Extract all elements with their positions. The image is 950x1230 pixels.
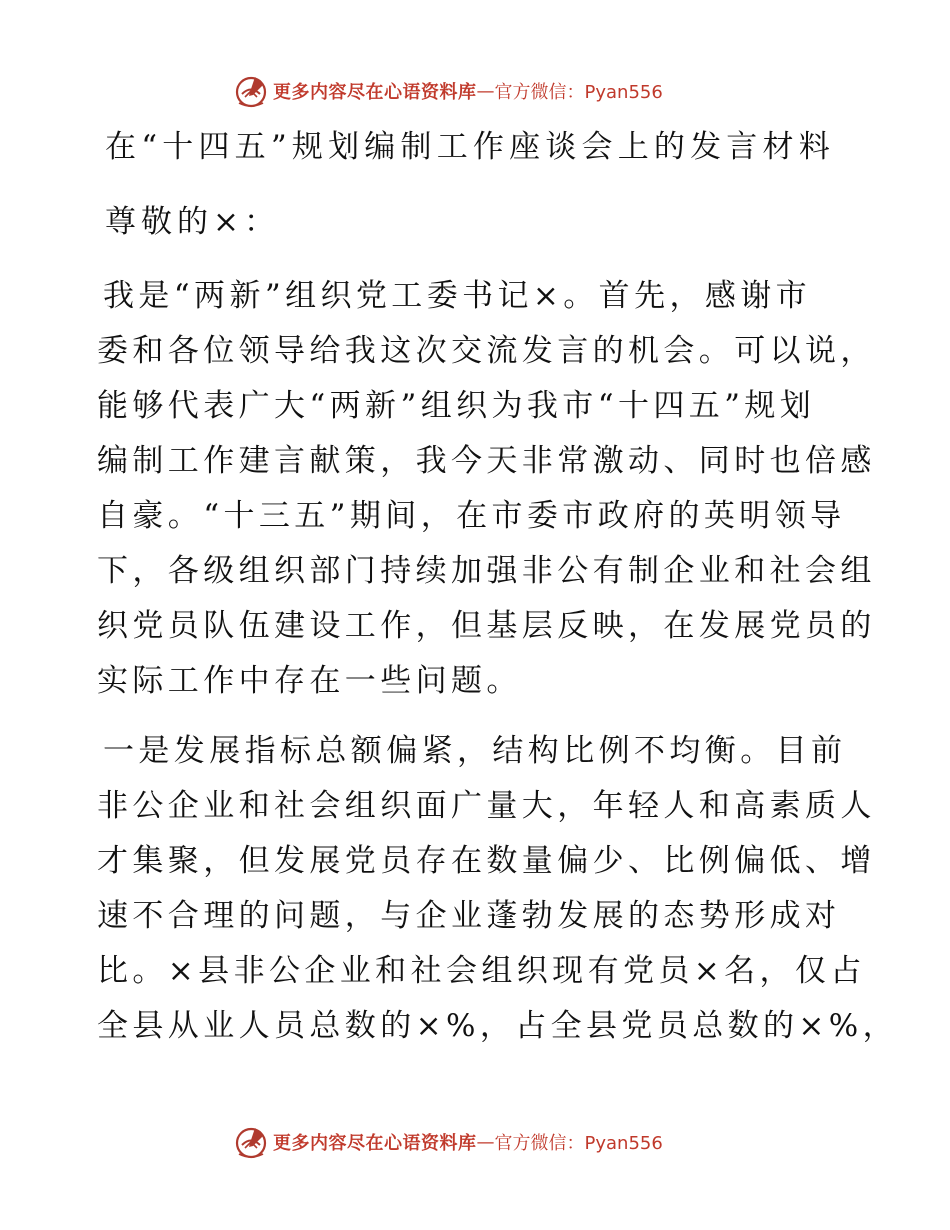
document-title: 在“十四五”规划编制工作座谈会上的发言材料 bbox=[105, 129, 835, 165]
body-line: 下，各级组织部门持续加强非公有制企业和社会组 bbox=[97, 553, 876, 589]
body-line: 编制工作建言献策，我今天非常激动、同时也倍感 bbox=[97, 443, 876, 479]
watermark-brand: 更多内容尽在心语资料库 bbox=[273, 1133, 477, 1154]
body-line: 速不合理的问题，与企业蓬勃发展的态势形成对 bbox=[97, 898, 841, 934]
body-line: 一是发展指标总额偏紧，结构比例不均衡。目前 bbox=[103, 733, 847, 769]
watermark-contact: 官方微信：Pyan556 bbox=[494, 82, 663, 103]
body-line: 非公企业和社会组织面广量大，年轻人和高素质人 bbox=[97, 788, 876, 824]
footer-watermark bbox=[233, 1122, 663, 1162]
body-line: 才集聚，但发展党员存在数量偏少、比例偏低、增 bbox=[97, 843, 876, 879]
watermark-contact: 官方微信：Pyan556 bbox=[494, 1133, 663, 1154]
body-line: 全县从业人员总数的×%，占全县党员总数的×%， bbox=[97, 1008, 899, 1044]
body-line: 自豪。“十三五”期间，在市委市政府的英明领导 bbox=[97, 498, 846, 534]
body-line: 比。×县非公企业和社会组织现有党员×名，仅占 bbox=[97, 953, 866, 989]
body-line: 能够代表广大“两新”组织为我市“十四五”规划 bbox=[97, 388, 816, 424]
watermark-dash: — bbox=[476, 80, 495, 102]
body-line: 我是“两新”组织党工委书记×。首先，感谢市 bbox=[103, 278, 812, 314]
body-line: 委和各位领导给我这次交流发言的机会。可以说， bbox=[97, 333, 876, 369]
book-pen-logo-icon bbox=[233, 73, 269, 109]
salutation: 尊敬的×： bbox=[105, 204, 280, 240]
body-line: 实际工作中存在一些问题。 bbox=[97, 663, 522, 699]
header-watermark bbox=[233, 71, 663, 111]
watermark-dash: — bbox=[476, 1131, 495, 1153]
book-pen-logo-icon bbox=[233, 1124, 269, 1160]
watermark-brand: 更多内容尽在心语资料库 bbox=[273, 82, 477, 103]
body-line: 织党员队伍建设工作，但基层反映，在发展党员的 bbox=[97, 608, 876, 644]
